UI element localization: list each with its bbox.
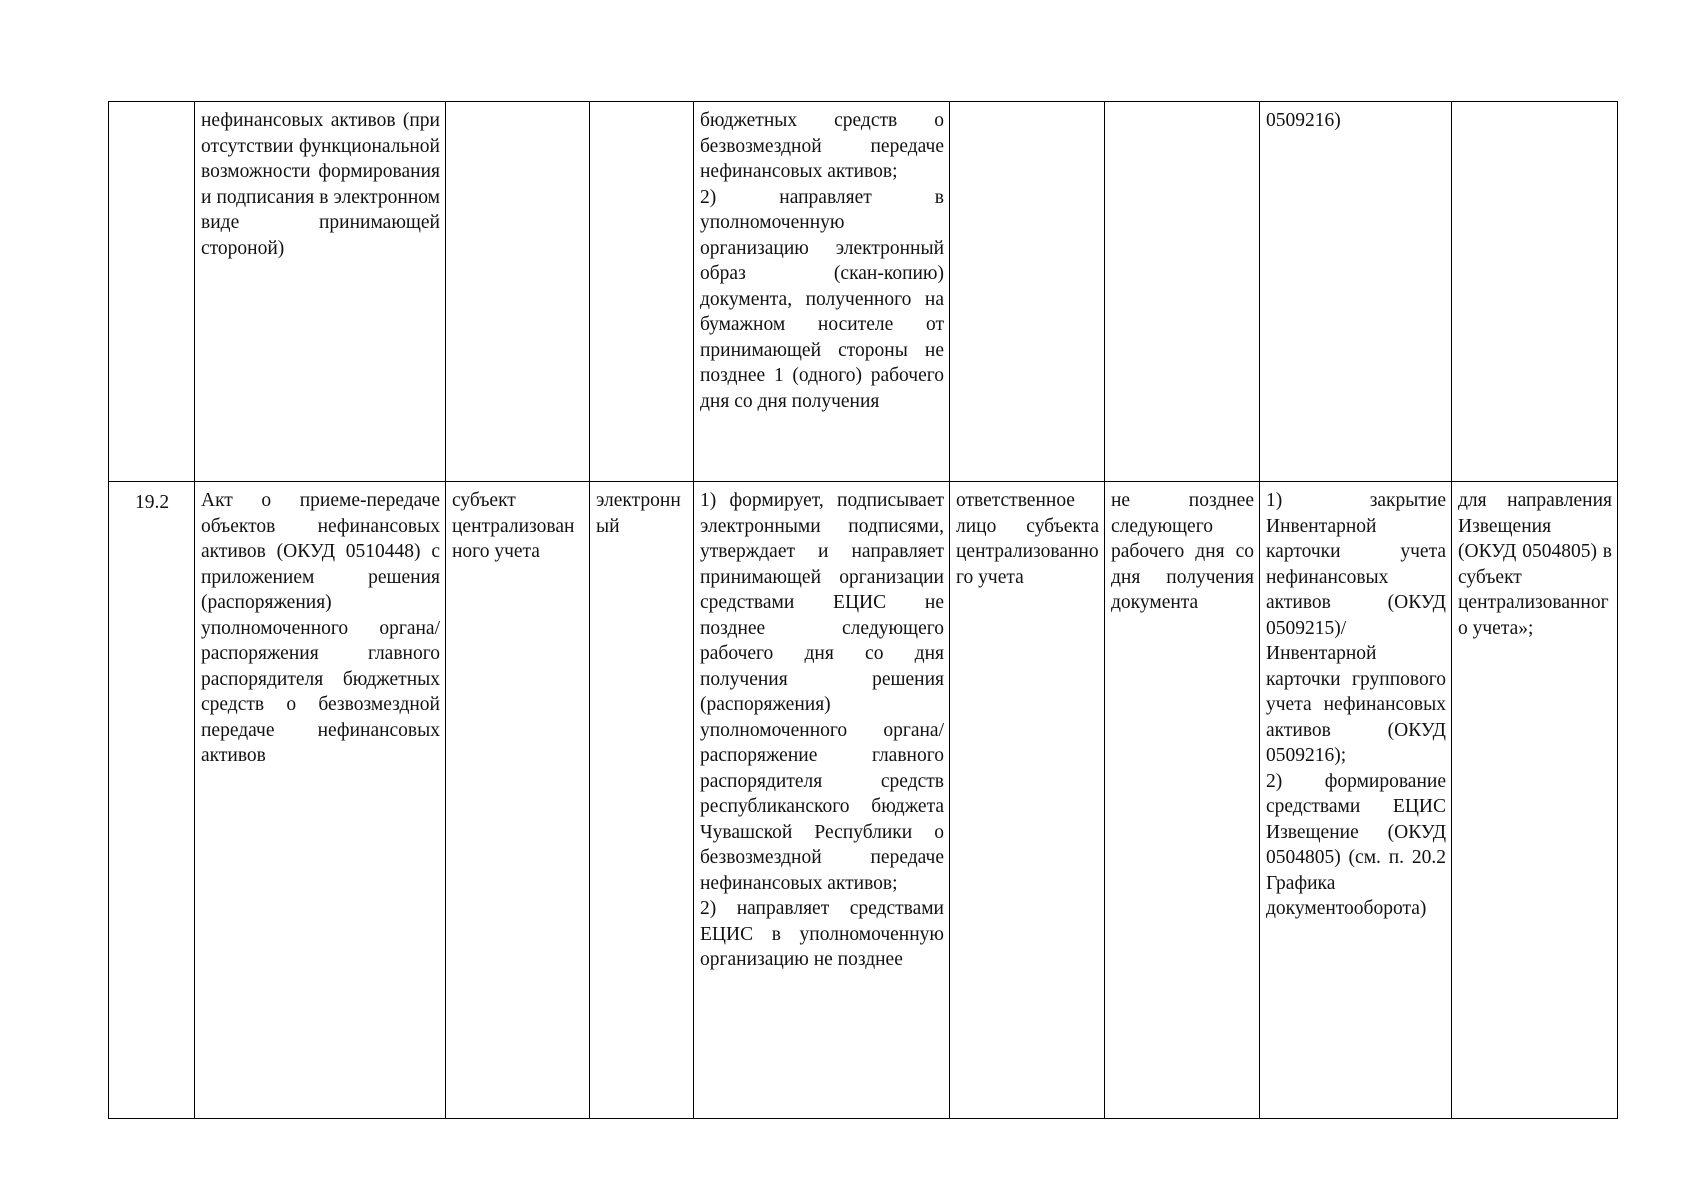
cell-text: нефинансовых активов (при отсутствии функциональной возможности формирования и подписания в электронном виде принимающей стороной) xyxy=(201,110,440,259)
cell-text: 1) закрытие Инвентарной карточки учета нефинансовых активов (ОКУД 0509215)/Инвентарной карточки группового учета нефинансовых активов (ОКУД 0509216); 2) формирование средствами ЕЦИС Извещение (ОКУД 0504805) (см. п. 20.2 Графика документооборота) xyxy=(1266,490,1446,919)
cell-format xyxy=(590,482,694,1119)
cell-text: электронный xyxy=(596,490,681,537)
cell-text: Акт о приеме-передаче объектов нефинансовых активов (ОКУД 0510448) с приложением решения (распоряжения) уполномоченного органа/распоряжения главного распорядителя бюджетных средств о безвозмездной передаче нефинансовых активов xyxy=(201,490,440,766)
cell-format xyxy=(590,102,694,482)
document-table xyxy=(108,101,1618,1119)
cell-text: не позднее следующего рабочего дня со дня получения документа xyxy=(1111,490,1254,613)
cell-number xyxy=(109,482,195,1119)
cell-text: 0509216) xyxy=(1266,110,1341,131)
cell-text: для направления Извещения (ОКУД 0504805) в субъект централизованного учета»; xyxy=(1458,490,1612,639)
cell-deadline xyxy=(1105,482,1260,1119)
cell-creator xyxy=(446,102,590,482)
cell-creator xyxy=(446,482,590,1119)
cell-actions xyxy=(694,102,950,482)
cell-document xyxy=(195,482,446,1119)
cell-number xyxy=(109,102,195,482)
cell-purpose xyxy=(1452,102,1618,482)
cell-processing xyxy=(1260,482,1452,1119)
cell-responsible xyxy=(950,482,1105,1119)
cell-responsible xyxy=(950,102,1105,482)
cell-purpose xyxy=(1452,482,1618,1119)
cell-actions xyxy=(694,482,950,1119)
cell-text: ответственное лицо субъекта централизованного учета xyxy=(956,490,1099,588)
cell-document xyxy=(195,102,446,482)
cell-processing xyxy=(1260,102,1452,482)
cell-text: субъект централизованного учета xyxy=(452,490,575,562)
table-row xyxy=(109,482,1618,1119)
cell-deadline xyxy=(1105,102,1260,482)
cell-text: 1) формирует, подписывает электронными подписями, утверждает и направляет принимающей организации средствами ЕЦИС не позднее следующего рабочего дня со дня получения решения (распоряжения) уполномоченного органа/распоряжение главного распорядителя средств республиканского бюджета Чувашской Республики о безвозмездной передаче нефинансовых активов; 2) направляет средствами ЕЦИС в уполномоченную организацию не позднее xyxy=(700,490,944,970)
cell-text: бюджетных средств о безвозмездной передаче нефинансовых активов; 2) направляет в уполномоченную организацию электронный образ (скан-копию) документа, полученного на бумажном носителе от принимающей стороны не позднее 1 (одного) рабочего дня со дня получения xyxy=(700,110,944,412)
cell-text: 19.2 xyxy=(134,492,170,513)
table-row xyxy=(109,102,1618,482)
